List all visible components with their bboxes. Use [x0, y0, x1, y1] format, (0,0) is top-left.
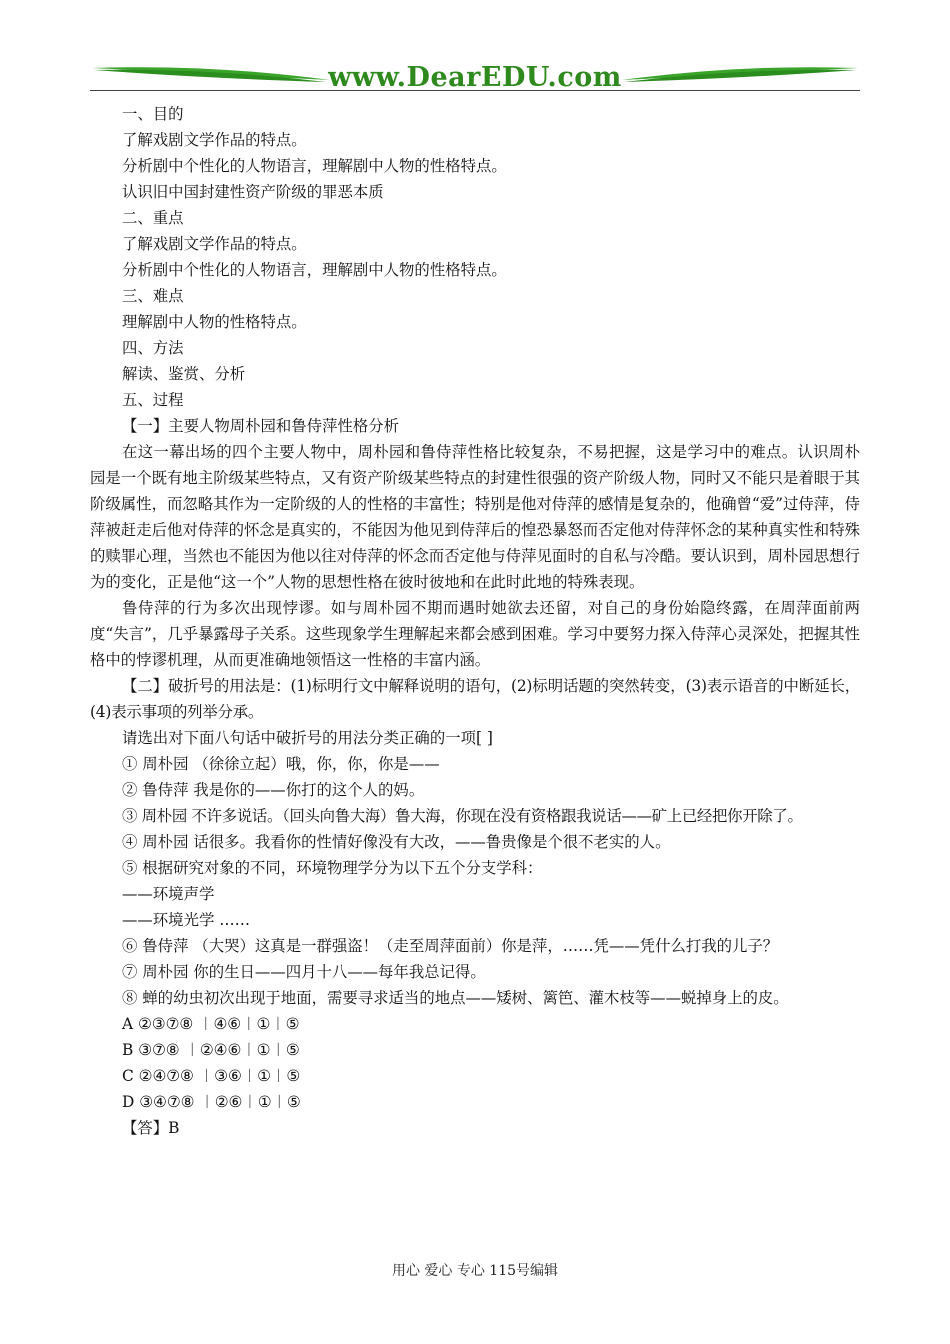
sentence-1: ① 周朴园 （徐徐立起）哦，你，你，你是——: [122, 755, 440, 773]
site-header-banner: [90, 58, 860, 94]
sentence-5: ⑤ 根据研究对象的不同，环境物理学分为以下五个分支学科：: [122, 859, 543, 877]
paragraph-lu-shiping: 鲁侍萍的行为多次出现悖谬。如与周朴园不期而遇时她欲去还留，对自己的身份始隐终露，在周萍面前两度“失言”，几乎暴露母子关系。这些现象学生理解起来都会感到困难。学习中要努力探入侍萍心灵深处，把握其性格中的悖谬机理，从而更准确地领悟这一性格的丰富内涵。: [90, 599, 860, 669]
paragraph-zhou-puyuan: 在这一幕出场的四个主要人物中，周朴园和鲁侍萍性格比较复杂，不易把握，这是学习中的难点。认识周朴园是一个既有地主阶级某些特点，又有资产阶级某些特点的封建性很强的资产阶级人物，同时又不能只是着眼于其阶级属性，而忽略其作为一定阶级的人的性格的丰富性；特别是他对侍萍的感情是复杂的，他确曾“爱”过侍萍，侍萍被赶走后他对侍萍的怀念是真实的，不能因为他见到侍萍后的惶恐暴怒而否定他对侍萍怀念的某种真实性和特殊的赎罪心理，当然也不能因为他以往对侍萍的怀念而否定他与侍萍见面时的自私与冷酷。要认识到，周朴园思想行为的变化，正是他“这一个”人物的思想性格在彼时彼地和在此时此地的特殊表现。: [90, 443, 860, 591]
sentence-6: ⑥ 鲁侍萍 （大哭）这真是一群强盗！（走至周萍面前）你是萍，……凭——凭什么打我的儿子？: [122, 937, 779, 955]
section-heading-goal: 一、目的: [122, 105, 184, 123]
sentence-5-item-a: ——环境声学: [122, 885, 215, 903]
question-prompt: 请选出对下面八句话中破折号的用法分类正确的一项[ ]: [122, 729, 493, 747]
difficulty-item: 理解剧中人物的性格特点。: [122, 313, 307, 331]
answer: 【答】B: [122, 1119, 180, 1137]
option-c: C ②④⑦⑧ ︱③⑥︱①︱⑤: [122, 1067, 301, 1085]
sentence-2: ② 鲁侍萍 我是你的——你打的这个人的妈。: [122, 781, 425, 799]
site-logo-text[interactable]: www.DearEDU.com: [328, 62, 622, 93]
section-heading-method: 四、方法: [122, 339, 184, 357]
sentence-3: ③ 周朴园 不许多说话。（回头向鲁大海）鲁大海，你现在没有资格跟我说话——矿上已经把你开除了。: [122, 807, 803, 825]
focus-item-2: 分析剧中个性化的人物语言，理解剧中人物的性格特点。: [122, 261, 507, 279]
sentence-5-item-b: ——环境光学 ……: [122, 911, 251, 929]
section-heading-focus: 二、重点: [122, 209, 184, 227]
sentence-4: ④ 周朴园 话很多。我看你的性情好像没有大改，——鲁贵像是个很不老实的人。: [122, 833, 671, 851]
sentence-7: ⑦ 周朴园 你的生日——四月十八——每年我总记得。: [122, 963, 486, 981]
document-body: [90, 101, 860, 1141]
goal-item-3: 认识旧中国封建性资产阶级的罪恶本质: [122, 183, 384, 201]
option-a: A ②③⑦⑧ ︱④⑥︱①︱⑤: [122, 1015, 300, 1033]
header-divider: [90, 90, 860, 91]
goal-item-1: 了解戏剧文学作品的特点。: [122, 131, 307, 149]
section-heading-process: 五、过程: [122, 391, 184, 409]
method-item: 解读、鉴赏、分析: [122, 365, 246, 383]
page-footer: 用心 爱心 专心 115号编辑: [391, 1263, 559, 1279]
option-b: B ③⑦⑧ ︱②④⑥︱①︱⑤: [122, 1041, 300, 1059]
paragraph-dash-usage: 【二】破折号的用法是：(1)标明行文中解释说明的语句，(2)标明话题的突然转变，(3)表示语音的中断延长，(4)表示事项的列举分承。: [90, 677, 860, 721]
section-heading-difficulty: 三、难点: [122, 287, 184, 305]
focus-item-1: 了解戏剧文学作品的特点。: [122, 235, 307, 253]
sentence-8: ⑧ 蝉的幼虫初次出现于地面，需要寻求适当的地点——矮树、篱笆、灌木枝等——蜕掉身上的皮。: [122, 989, 789, 1007]
goal-item-2: 分析剧中个性化的人物语言，理解剧中人物的性格特点。: [122, 157, 507, 175]
option-d: D ③④⑦⑧ ︱②⑥︱①︱⑤: [122, 1093, 301, 1111]
subsection-heading-character: 【一】主要人物周朴园和鲁侍萍性格分析: [122, 417, 400, 435]
